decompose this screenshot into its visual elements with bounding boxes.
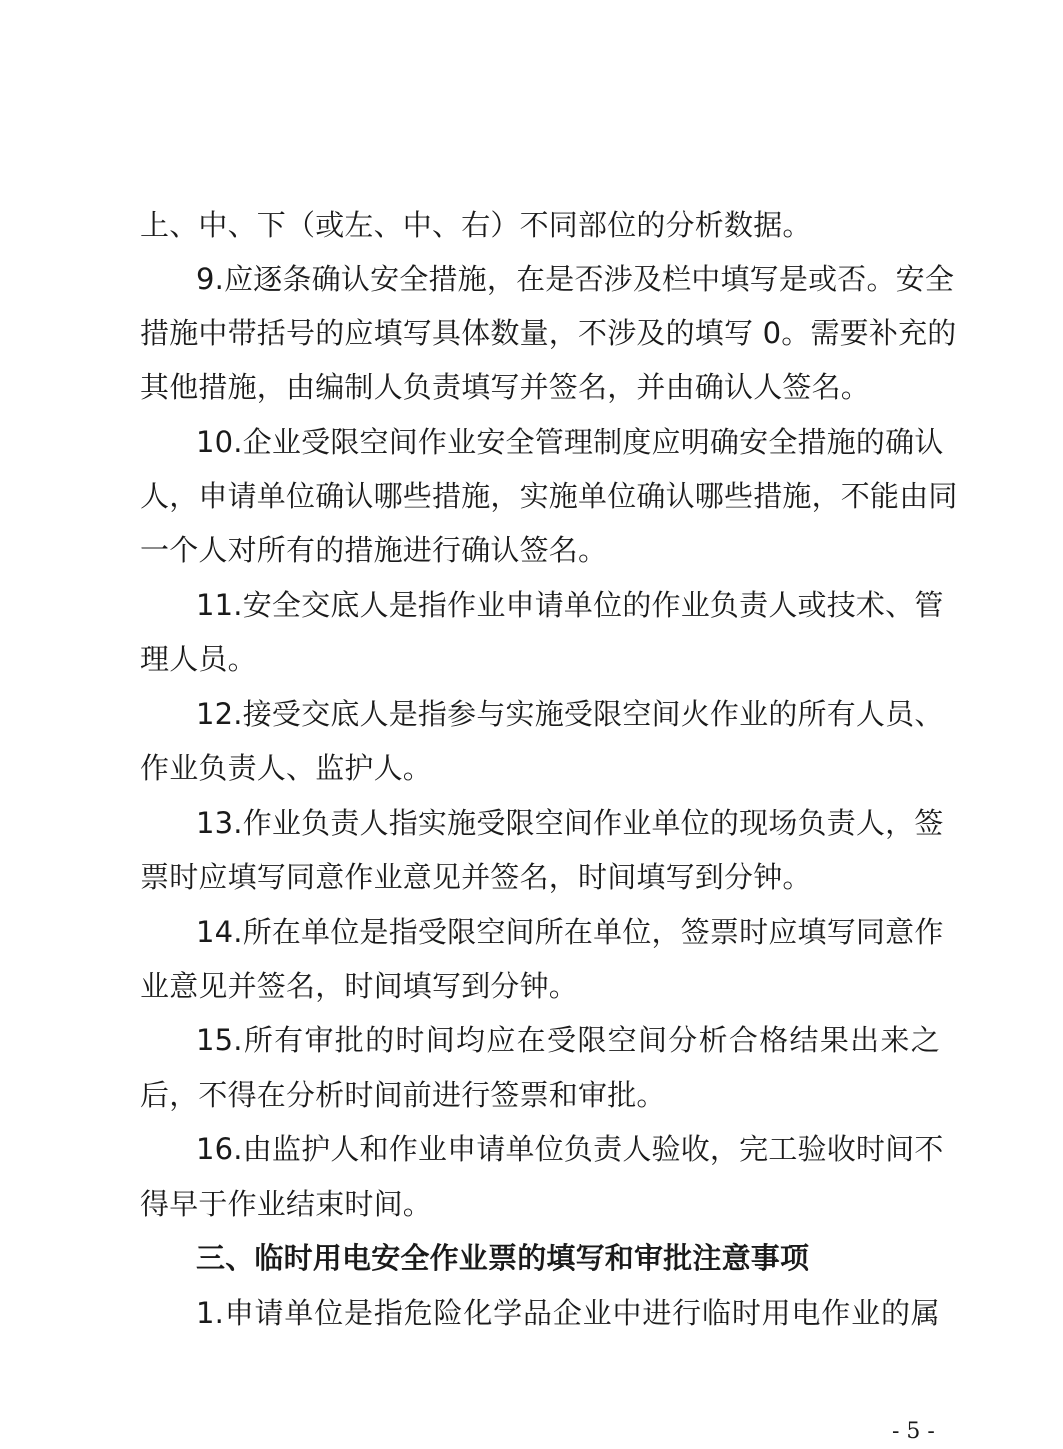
text-line: 理人员。 — [140, 642, 257, 676]
text-line: 作业负责人、监护人。 — [140, 751, 433, 785]
text-line: 人，申请单位确认哪些措施，实施单位确认哪些措施，不能由同 — [140, 479, 958, 513]
section-heading: 三、临时用电安全作业票的填写和审批注意事项 — [196, 1241, 810, 1275]
text-line: 得早于作业结束时间。 — [140, 1187, 433, 1221]
item-13-line: 13.作业负责人指实施受限空间作业单位的现场负责人，签 — [196, 806, 944, 840]
item-12-line: 12.接受交底人是指参与实施受限空间火作业的所有人员、 — [196, 697, 944, 731]
text-line: 后，不得在分析时间前进行签票和审批。 — [140, 1078, 666, 1112]
item-1-line: 1.申请单位是指危险化学品企业中进行临时用电作业的属 — [196, 1296, 940, 1330]
text-line: 措施中带括号的应填写具体数量，不涉及的填写 0。需要补充的 — [140, 316, 957, 350]
text-line: 其他措施，由编制人负责填写并签名，并由确认人签名。 — [140, 370, 871, 404]
text-line: 业意见并签名，时间填写到分钟。 — [140, 969, 579, 1003]
item-11-line: 11.安全交底人是指作业申请单位的作业负责人或技术、管 — [196, 588, 944, 622]
item-15-line: 15.所有审批的时间均应在受限空间分析合格结果出来之 — [196, 1023, 940, 1057]
item-14-line: 14.所在单位是指受限空间所在单位，签票时应填写同意作 — [196, 915, 944, 949]
text-line: 上、中、下（或左、中、右）不同部位的分析数据。 — [140, 208, 812, 242]
item-16-line: 16.由监护人和作业申请单位负责人验收，完工验收时间不 — [196, 1132, 944, 1166]
text-line: 一个人对所有的措施进行确认签名。 — [140, 533, 608, 567]
item-9-line: 9.应逐条确认安全措施，在是否涉及栏中填写是或否。安全 — [196, 262, 955, 296]
item-10-line: 10.企业受限空间作业安全管理制度应明确安全措施的确认 — [196, 425, 944, 459]
page-number: - 5 - — [892, 1419, 935, 1444]
text-line: 票时应填写同意作业意见并签名，时间填写到分钟。 — [140, 860, 812, 894]
